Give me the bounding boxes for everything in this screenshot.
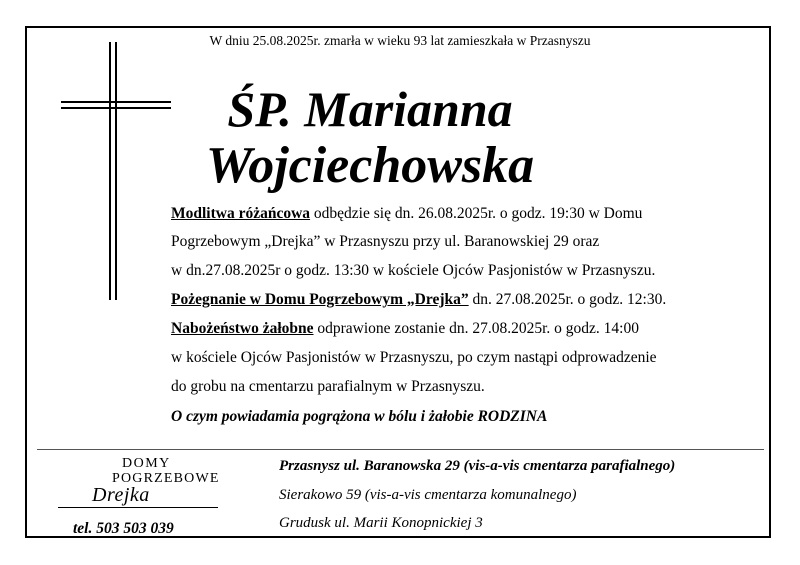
funeral-home-logo [40, 456, 220, 536]
mass-text-1: odprawione zostanie dn. 27.08.2025r. o godz. 14:00 [313, 320, 639, 337]
rosary-label: Modlitwa różańcowa [171, 205, 311, 222]
logo-line-1: DOMY [122, 456, 171, 471]
mass-label: Nabożeństwo żałobne [171, 320, 314, 337]
rosary-line-2: Pogrzebowym „Drejka” w Przasnyszu przy ul. Baranowskiej 29 oraz [171, 233, 600, 250]
farewell-text: dn. 27.08.2025r. o godz. 12:30. [468, 291, 667, 308]
farewell-label: Pożegnanie w Domu Pogrzebowym „Drejka” [171, 291, 469, 308]
rosary-line-1 [171, 205, 642, 223]
farewell-line [171, 291, 666, 309]
logo-phone: tel. 503 503 039 [73, 520, 174, 537]
address-1: Przasnysz ul. Baranowska 29 (vis-a-vis cmentarza parafialnego) [279, 458, 676, 474]
mass-line-3: do grobu na cmentarzu parafialnym w Przasnyszu. [171, 378, 485, 395]
rosary-text-1: odbędzie się dn. 26.08.2025r. o godz. 19:30 w Domu [310, 205, 643, 222]
address-3: Grudusk ul. Marii Konopnickiej 3 [279, 515, 483, 531]
logo-underline [58, 507, 218, 508]
closing-line: O czym powiadamia pogrążona w bólu i żałobie RODZINA [171, 408, 548, 425]
death-announcement: W dniu 25.08.2025r. zmarła w wieku 93 lat zamieszkała w Przasnyszu [209, 33, 591, 48]
mass-line-1 [171, 320, 639, 338]
rosary-line-3: w dn.27.08.2025r o godz. 13:30 w kościele Ojców Pasjonistów w Przasnyszu. [171, 262, 656, 279]
logo-line-2: POGRZEBOWE [112, 471, 220, 486]
mass-line-2: w kościele Ojców Pasjonistów w Przasnyszu, po czym nastąpi odprowadzenie [171, 349, 657, 366]
section-divider [37, 449, 764, 450]
deceased-name-line1: ŚP. Marianna [227, 81, 513, 137]
address-2: Sierakowo 59 (vis-a-vis cmentarza komunalnego) [279, 487, 577, 503]
logo-brand: Drejka [92, 484, 150, 506]
deceased-name-line2: Wojciechowska [205, 137, 535, 194]
